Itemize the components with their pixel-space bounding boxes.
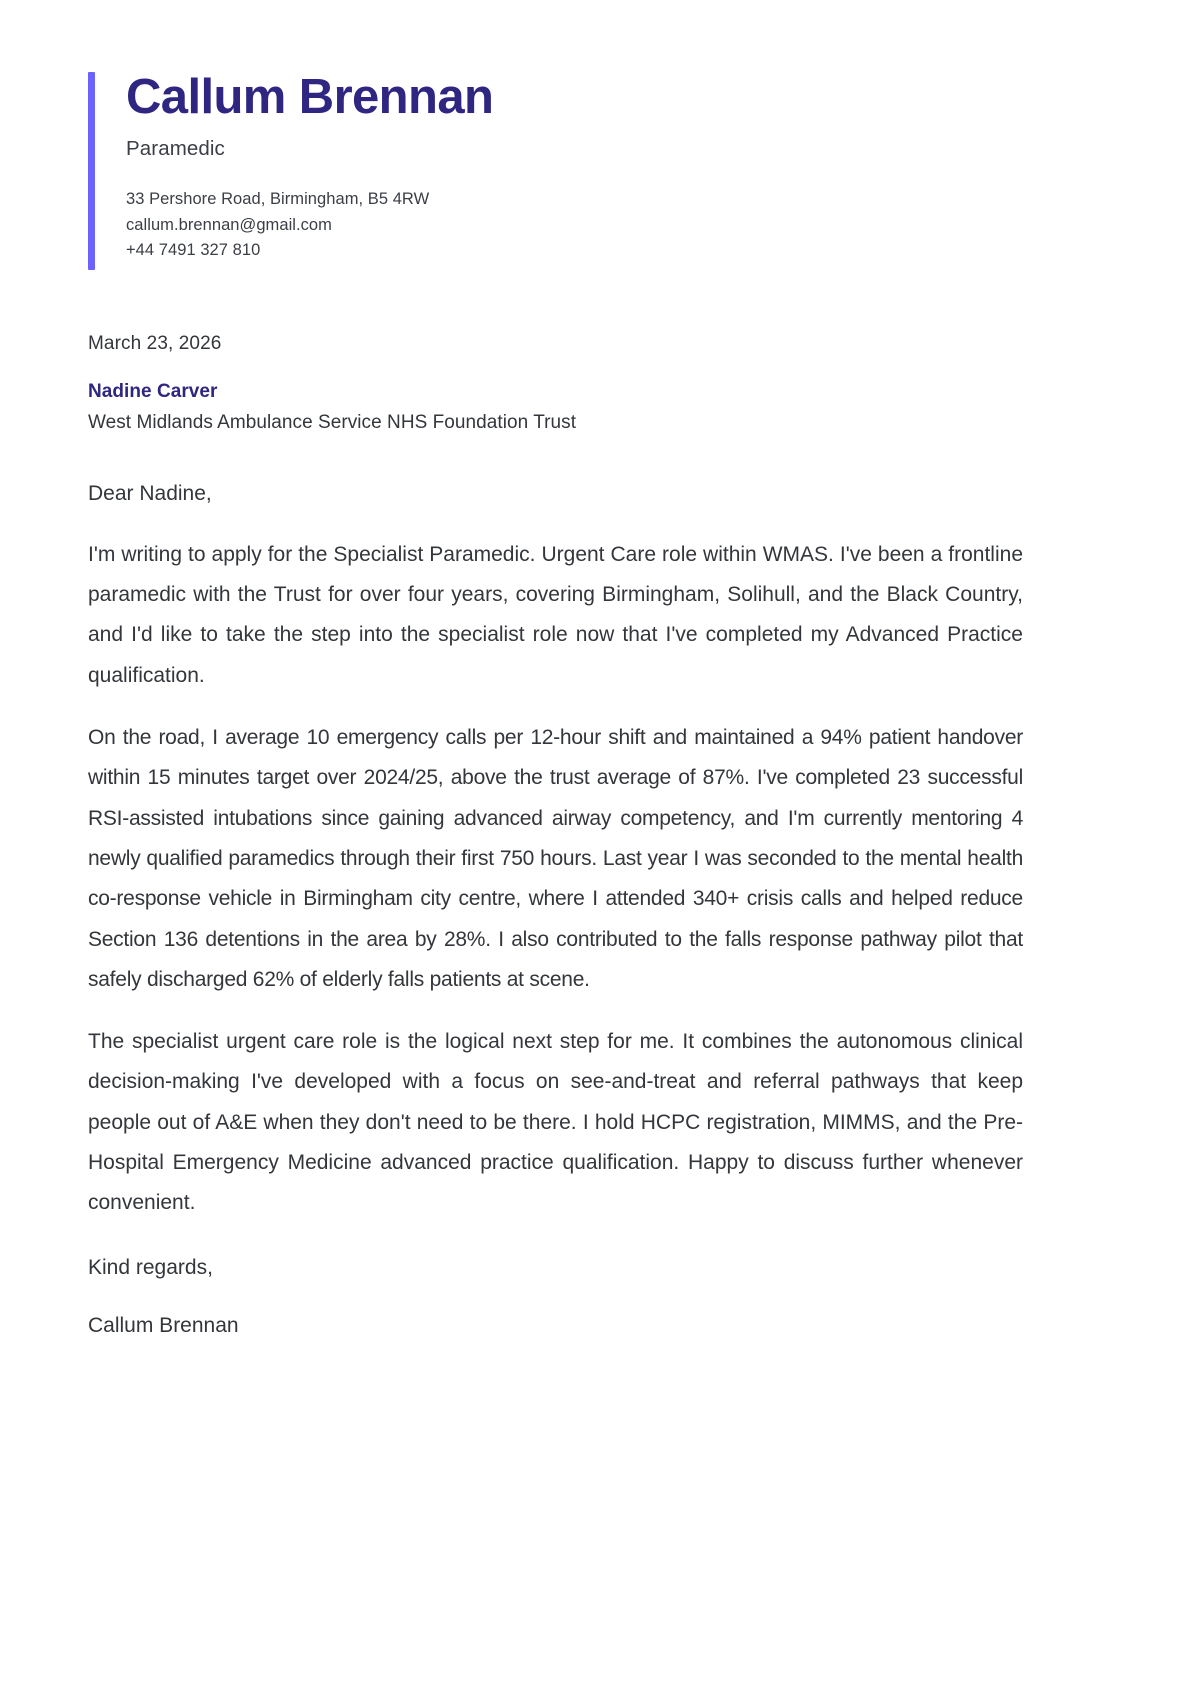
body-paragraph: The specialist urgent care role is the logical next step for me. It combines the autonomous clinical decision-making I've developed with a focus on see-and-treat and referral pathways that keep people out of A&E when they don't need to be there. I hold HCPC registration, MIMMS, and the Pre-Hospital Emergency Medicine advanced practice qualification. Happy to discuss further whenever convenient. (88, 1030, 1023, 1215)
closing-salutation: Kind regards, (88, 1255, 213, 1279)
applicant-address: 33 Pershore Road, Birmingham, B5 4RW (126, 190, 430, 209)
letter-body (88, 478, 1023, 1343)
salutation: Dear Nadine, (88, 482, 212, 506)
applicant-phone: +44 7491 327 810 (126, 240, 261, 259)
body-paragraph: I'm writing to apply for the Specialist Paramedic. Urgent Care role within WMAS. I've been a frontline paramedic with the Trust for over four years, covering Birmingham, Solihull, and the Black Country, and I'd like to take the step into the specialist role now that I've completed my Advanced Practice qualification. (88, 542, 1023, 687)
applicant-job-title: Paramedic (126, 137, 225, 161)
accent-bar (88, 72, 95, 270)
recipient-organization: West Midlands Ambulance Service NHS Foundation Trust (88, 412, 577, 434)
applicant-name: Callum Brennan (126, 70, 494, 124)
letter-meta (88, 333, 1190, 434)
recipient-name: Nadine Carver (88, 381, 218, 403)
signature-name: Callum Brennan (88, 1314, 239, 1338)
applicant-email: callum.brennan@gmail.com (126, 215, 332, 234)
letter-date: March 23, 2026 (88, 333, 222, 355)
letterhead (88, 72, 1190, 263)
body-paragraph: On the road, I average 10 emergency calls per 12-hour shift and maintained a 94% patient handover within 15 minutes target over 2024/25, above the trust average of 87%. I've completed 23 successful RSI-assisted intubations since gaining advanced airway competency, and I'm currently mentoring 4 newly qualified paramedics through their first 750 hours. Last year I was seconded to the mental health co-response vehicle in Birmingham city centre, where I attended 340+ crisis calls and helped reduce Section 136 detentions in the area by 28%. I also contributed to the falls response pathway pilot that safely discharged 62% of elderly falls patients at scene. (88, 725, 1023, 991)
